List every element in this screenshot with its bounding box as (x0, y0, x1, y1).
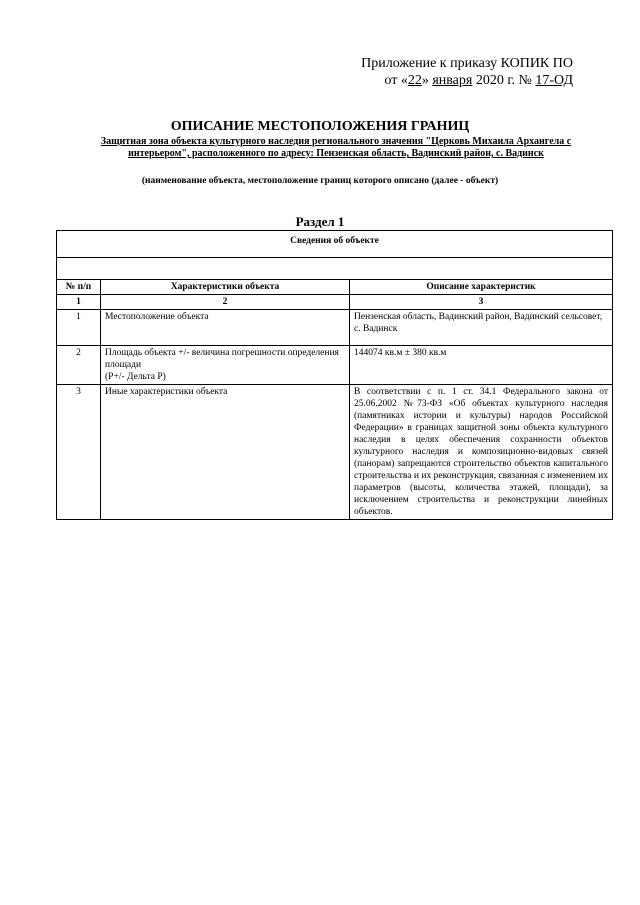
order-day: 22 (407, 73, 422, 88)
table-row (57, 385, 613, 520)
order-month: января (432, 73, 473, 88)
column-number-3: 3 (350, 295, 613, 310)
table-spacer-row (57, 258, 613, 280)
document-title: ОПИСАНИЕ МЕСТОПОЛОЖЕНИЯ ГРАНИЦ (170, 119, 470, 134)
order-reference-line1: Приложение к приказу КОПИК ПО (361, 56, 573, 71)
row-characteristic (101, 346, 350, 385)
table-heading-row (57, 231, 613, 258)
row-description: В соответствии с п. 1 ст. 34.1 Федерального закона от 25.06.2002 №73-ФЗ «Об объектах культурного наследия (памятниках истории и культуры) народов Российской Федерации» в границах защитной зоны объекта культурного наследия в целях обеспечения сохранности объектов культурного наследия и композиционно-видовых связей (панорам) запрещаются строительство объектов капитального строительства и их реконструкция, связанная с изменением их параметров (высоты, количества этажей, площади), за исключением строительства и реконструкции линейных объектов. (350, 385, 613, 520)
order-date-mid1: » (421, 73, 433, 88)
row-characteristic: Местоположение объекта (101, 310, 350, 346)
row-characteristic-extra: (Р+/- Дельта Р) (105, 372, 166, 382)
column-number-2: 2 (101, 295, 350, 310)
row-description: 144074 кв.м ± 380 кв.м (350, 346, 613, 385)
object-name-caption: (наименование объекта, местоположение границ которого описано (далее - объект) (141, 176, 499, 186)
row-number: 1 (57, 310, 101, 346)
column-number-1: 1 (57, 295, 101, 310)
row-number: 3 (57, 385, 101, 520)
section-title: Раздел 1 (295, 214, 345, 229)
row-characteristic: Иные характеристики объекта (101, 385, 350, 520)
column-header-description: Описание характеристик (350, 280, 613, 295)
order-date-mid2: 2020 г. № (472, 73, 536, 88)
order-number: 17-ОД (535, 73, 573, 88)
order-reference (361, 55, 573, 89)
row-number: 2 (57, 346, 101, 385)
table-header-row (57, 280, 613, 295)
order-date-prefix: от « (384, 73, 408, 88)
table-spacer (57, 258, 613, 280)
object-name: Защитная зона объекта культурного наследия регионального значения "Церковь Михаила Архангела с интерьером", расположенного по адресу: Пензенская область, Вадинский район, с. Вадинск (100, 136, 572, 159)
column-header-characteristic: Характеристики объекта (101, 280, 350, 295)
column-number-row (57, 295, 613, 310)
column-header-num: № п/п (57, 280, 101, 295)
table-heading: Сведения об объекте (57, 231, 613, 258)
table-row (57, 346, 613, 385)
row-description: Пензенская область, Вадинский район, Вадинский сельсовет, с. Вадинск (350, 310, 613, 346)
table-row (57, 310, 613, 346)
row-characteristic-main: Площадь объекта +/- величина погрешности определения площади (105, 348, 339, 370)
object-info-table (56, 230, 613, 520)
order-reference-line2 (361, 72, 573, 89)
